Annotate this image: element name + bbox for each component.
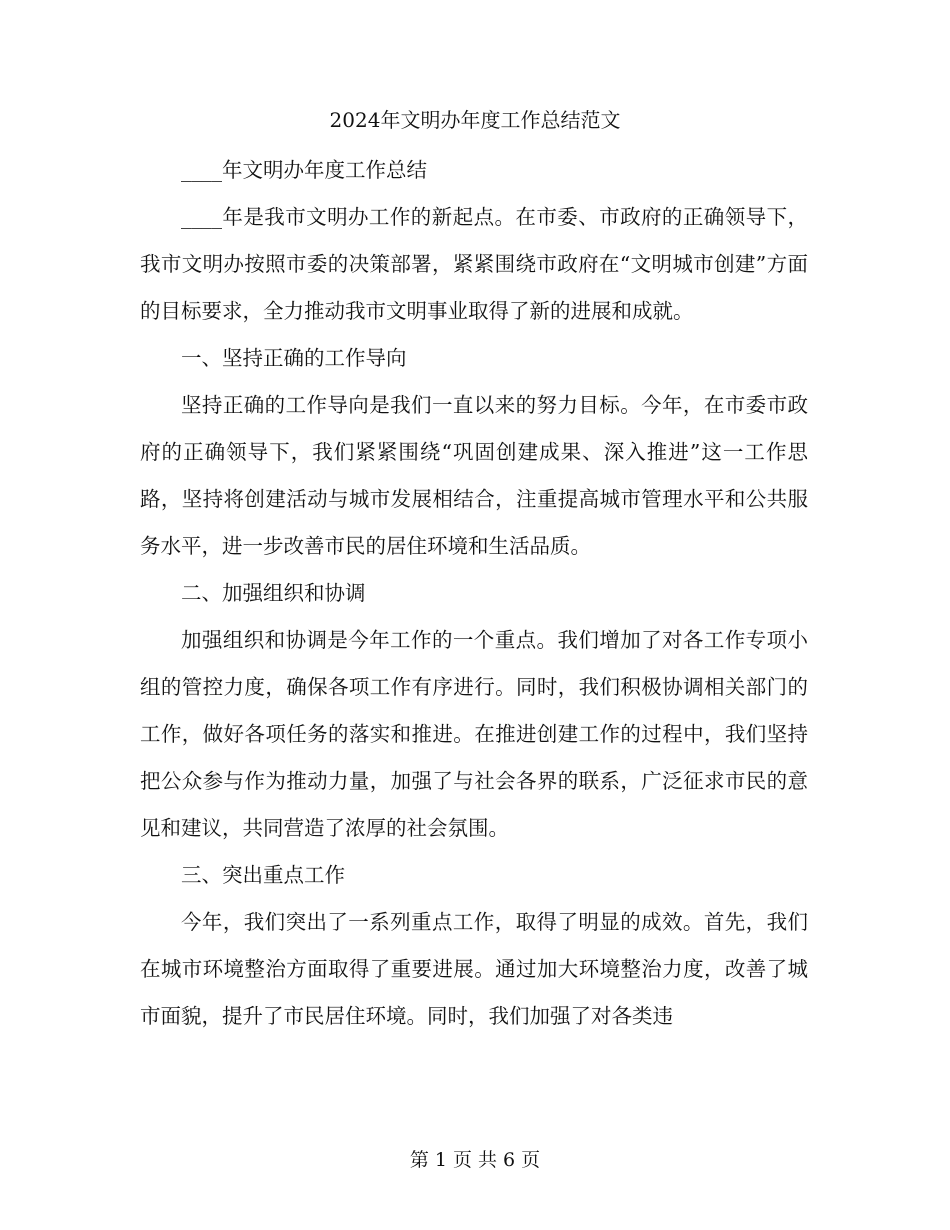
paragraph-section-1: 坚持正确的工作导向是我们一直以来的努力目标。今年，在市委市政府的正确领导下，我们紧紧围绕“巩固创建成果、深入推进”这一工作思路，坚持将创建活动与城市发展相结合，注重提高城市管理水平和公共服务水平，进一步改善市民的居住环境和生活品质。	[140, 393, 808, 558]
paragraph-intro: ____年是我市文明办工作的新起点。在市委、市政府的正确领导下，我市文明办按照市委的决策部署，紧紧围绕市政府在“文明城市创建”方面的目标要求，全力推动我市文明事业取得了新的进展和成就。	[140, 205, 808, 323]
section-heading-3: 三、突出重点工作	[181, 863, 345, 887]
document-body	[140, 147, 808, 1040]
paragraph-section-2: 加强组织和协调是今年工作的一个重点。我们增加了对各工作专项小组的管控力度，确保各项工作有序进行。同时，我们积极协调相关部门的工作，做好各项任务的落实和推进。在推进创建工作的过程中，我们坚持把公众参与作为推动力量，加强了与社会各界的联系，广泛征求市民的意见和建议，共同营造了浓厚的社会氛围。	[140, 628, 808, 840]
page-number-footer: 第 1 页 共 6 页	[409, 1149, 541, 1171]
paragraph-subtitle: ____年文明办年度工作总结	[181, 158, 427, 182]
paragraph-section-3: 今年，我们突出了一系列重点工作，取得了明显的成效。首先，我们在城市环境整治方面取得了重要进展。通过加大环境整治力度，改善了城市面貌，提升了市民居住环境。同时，我们加强了对各类违	[140, 910, 808, 1028]
document-title: 2024年文明办年度工作总结范文	[329, 108, 621, 132]
section-heading-2: 二、加强组织和协调	[181, 581, 366, 605]
section-heading-1: 一、坚持正确的工作导向	[181, 346, 407, 370]
